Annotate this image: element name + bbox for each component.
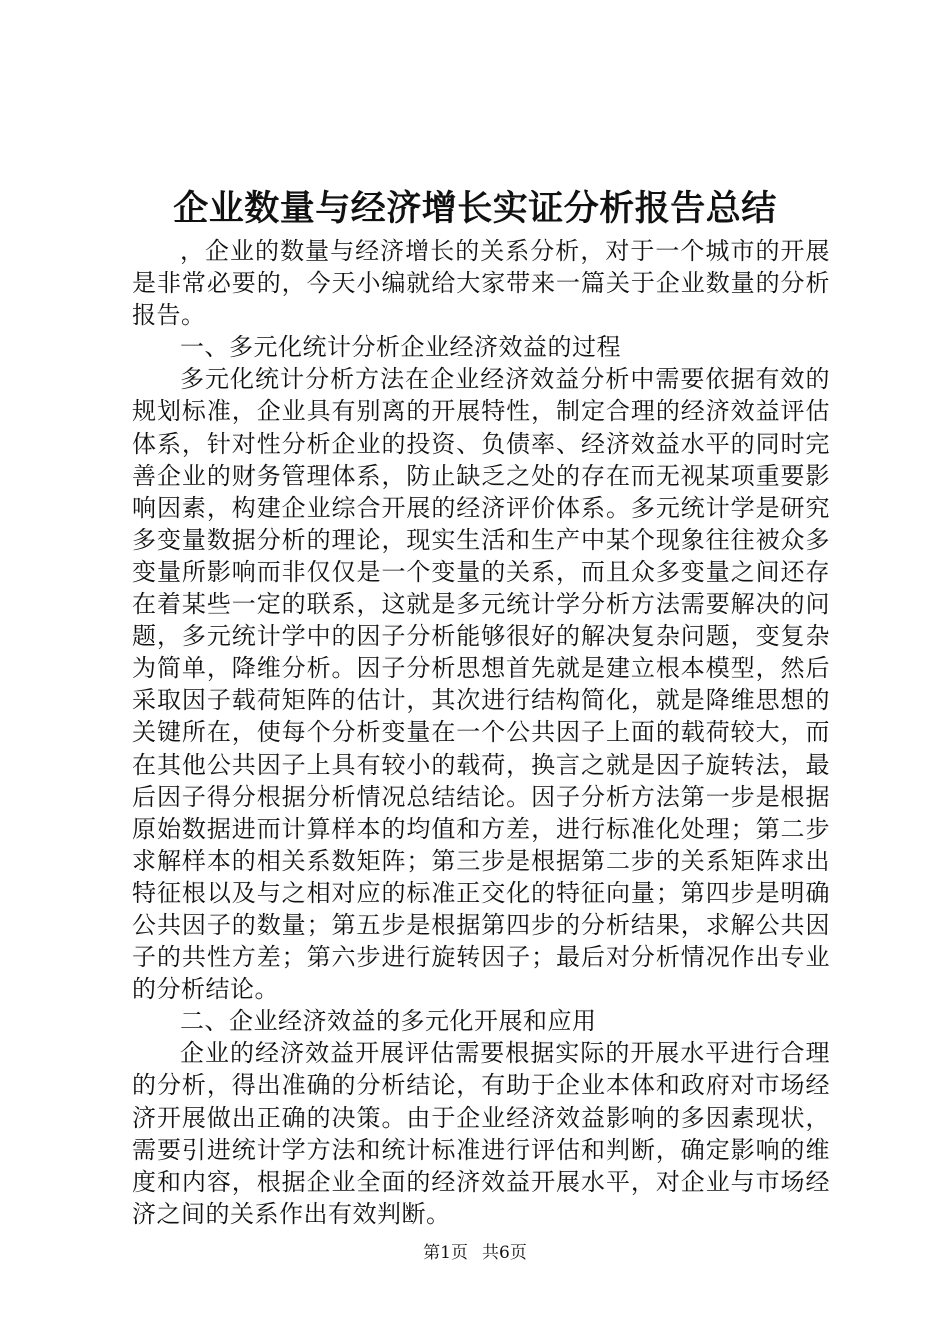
section-heading-2: 二、企业经济效益的多元化开展和应用 [180,1007,597,1036]
document-title: 企业数量与经济增长实证分析报告总结 [173,188,777,229]
document-body [132,235,830,1230]
page-footer [0,1242,950,1264]
intro-paragraph: ，企业的数量与经济增长的关系分析，对于一个城市的开展是非常必要的，今天小编就给大家带来一篇关于企业数量的分析报告。 [132,237,830,330]
page-total: 共6页 [482,1243,527,1263]
body-paragraph-2: 企业的经济效益开展评估需要根据实际的开展水平进行合理的分析，得出准确的分析结论，有助于企业本体和政府对市场经济开展做出正确的决策。由于企业经济效益影响的多因素现状，需要引进统计学方法和统计标准进行评估和判断，确定影响的维度和内容，根据企业全面的经济效益开展水平，对企业与市场经济之间的关系作出有效判断。 [132,1039,830,1228]
page-number: 第1页 [423,1243,468,1263]
body-paragraph-1: 多元化统计分析方法在企业经济效益分析中需要依据有效的规划标准，企业具有别离的开展特性，制定合理的经济效益评估体系，针对性分析企业的投资、负债率、经济效益水平的同时完善企业的财务管理体系，防止缺乏之处的存在而无视某项重要影响因素，构建企业综合开展的经济评价体系。多元统计学是研究多变量数据分析的理论，现实生活和生产中某个现象往往被众多变量所影响而非仅仅是一个变量的关系，而且众多变量之间还存在着某些一定的联系，这就是多元统计学分析方法需要解决的问题，多元统计学中的因子分析能够很好的解决复杂问题，变复杂为简单，降维分析。因子分析思想首先就是建立根本模型，然后采取因子载荷矩阵的估计，其次进行结构简化，就是降维思想的关键所在，使每个分析变量在一个公共因子上面的载荷较大，而在其他公共因子上具有较小的载荷，换言之就是因子旋转法，最后因子得分根据分析情况总结结论。因子分析方法第一步是根据原始数据进而计算样本的均值和方差，进行标准化处理；第二步求解样本的相关系数矩阵；第三步是根据第二步的关系矩阵求出特征根以及与之相对应的标准正交化的特征向量；第四步是明确公共因子的数量；第五步是根据第四步的分析结果，求解公共因子的共性方差；第六步进行旋转因子；最后对分析情况作出专业的分析结论。 [132,365,830,1004]
section-heading-1: 一、多元化统计分析企业经济效益的过程 [180,333,621,362]
